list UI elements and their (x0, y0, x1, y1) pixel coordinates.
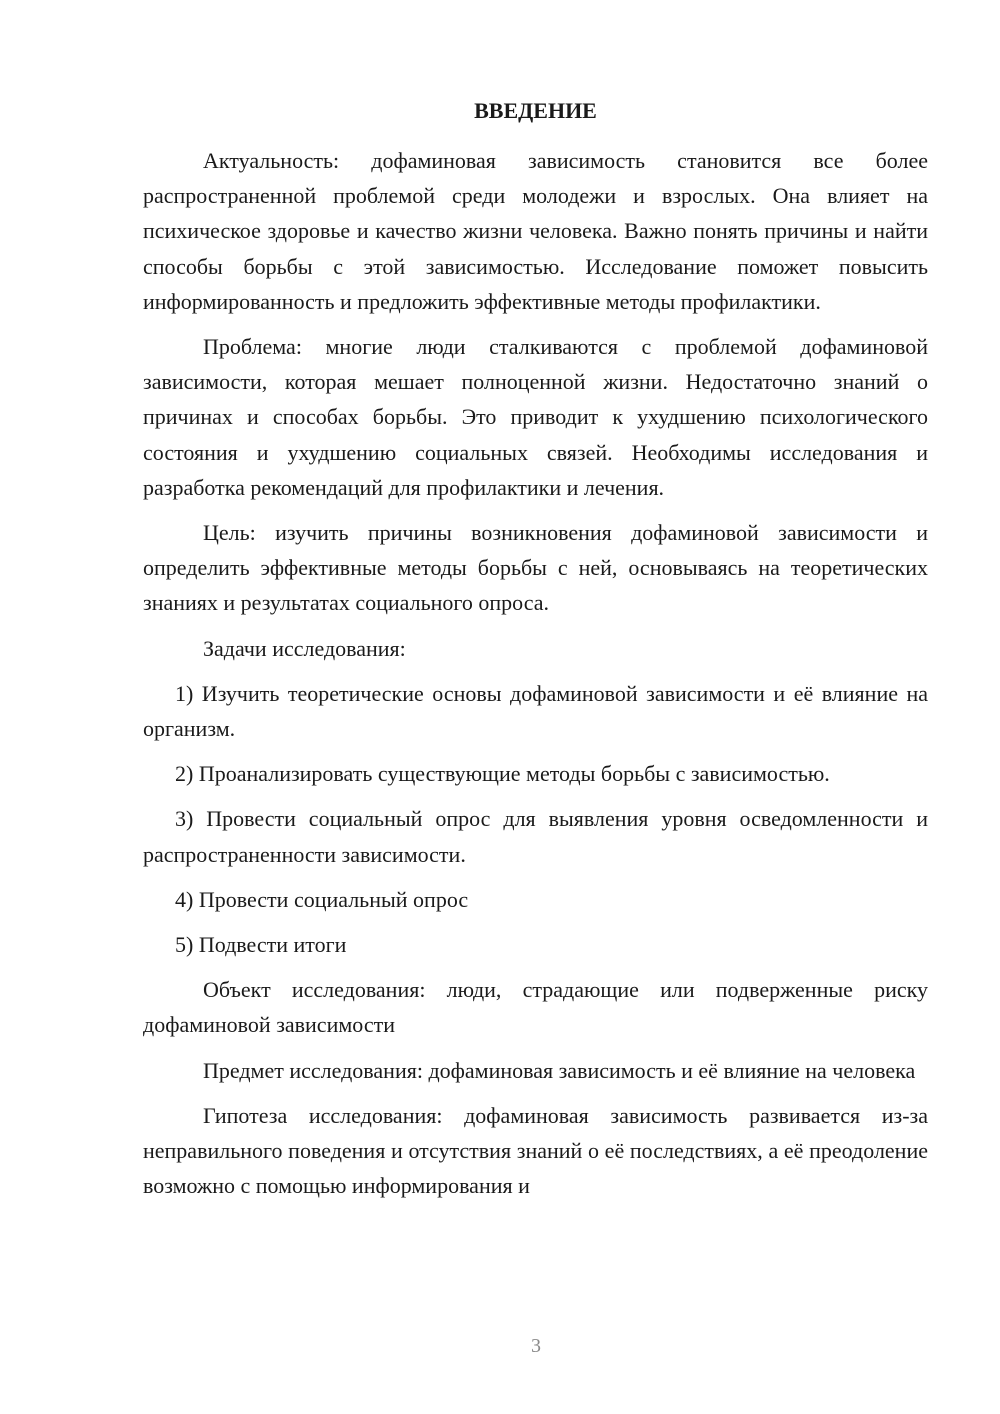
subject-paragraph: Предмет исследования: дофаминовая зависимость и её влияние на человека (203, 1057, 916, 1083)
task-item-5: 5) Подвести итоги (175, 932, 347, 958)
page-number: 3 (531, 1335, 541, 1357)
task-item-4: 4) Провести социальный опрос (175, 886, 469, 912)
document-body (143, 143, 928, 1213)
object-paragraph: Объект исследования: люди, страдающие или подверженные риску дофаминовой зависимости (143, 977, 928, 1038)
section-heading: ВВЕДЕНИЕ (474, 98, 597, 123)
task-item-1: 1) Изучить теоретические основы дофаминовой зависимости и её влияние на организм. (143, 680, 928, 742)
tasks-heading: Задачи исследования: (203, 635, 406, 661)
goal-paragraph: Цель: изучить причины возникновения дофаминовой зависимости и определить эффективные методы борьбы с ней, основываясь на теоретических знаниях и результатах социального опроса. (143, 520, 928, 616)
problem-paragraph: Проблема: многие люди сталкиваются с проблемой дофаминовой зависимости, которая мешает полноценной жизни. Недостаточно знаний о причинах и способах борьбы. Это приводит к ухудшению психологического состояния и ухудшению социальных связей. Необходимы исследования и разработка рекомендаций для профилактики и лечения. (143, 334, 928, 500)
task-item-3: 3) Провести социальный опрос для выявления уровня осведомленности и распространенности зависимости. (143, 806, 928, 867)
task-item-2: 2) Проанализировать существующие методы борьбы с зависимостью. (175, 761, 830, 787)
hypothesis-paragraph: Гипотеза исследования: дофаминовая зависимость развивается из-за неправильного поведения и отсутствия знаний о её последствиях, а её преодоление возможно с помощью информирования и (143, 1102, 928, 1199)
relevance-paragraph: Актуальность: дофаминовая зависимость становится все более распространенной проблемой среди молодежи и взрослых. Она влияет на психическое здоровье и качество жизни человека. Важно понять причины и найти способы борьбы с этой зависимостью. Исследование поможет повысить информированность и предложить эффективные методы профилактики. (143, 148, 928, 314)
